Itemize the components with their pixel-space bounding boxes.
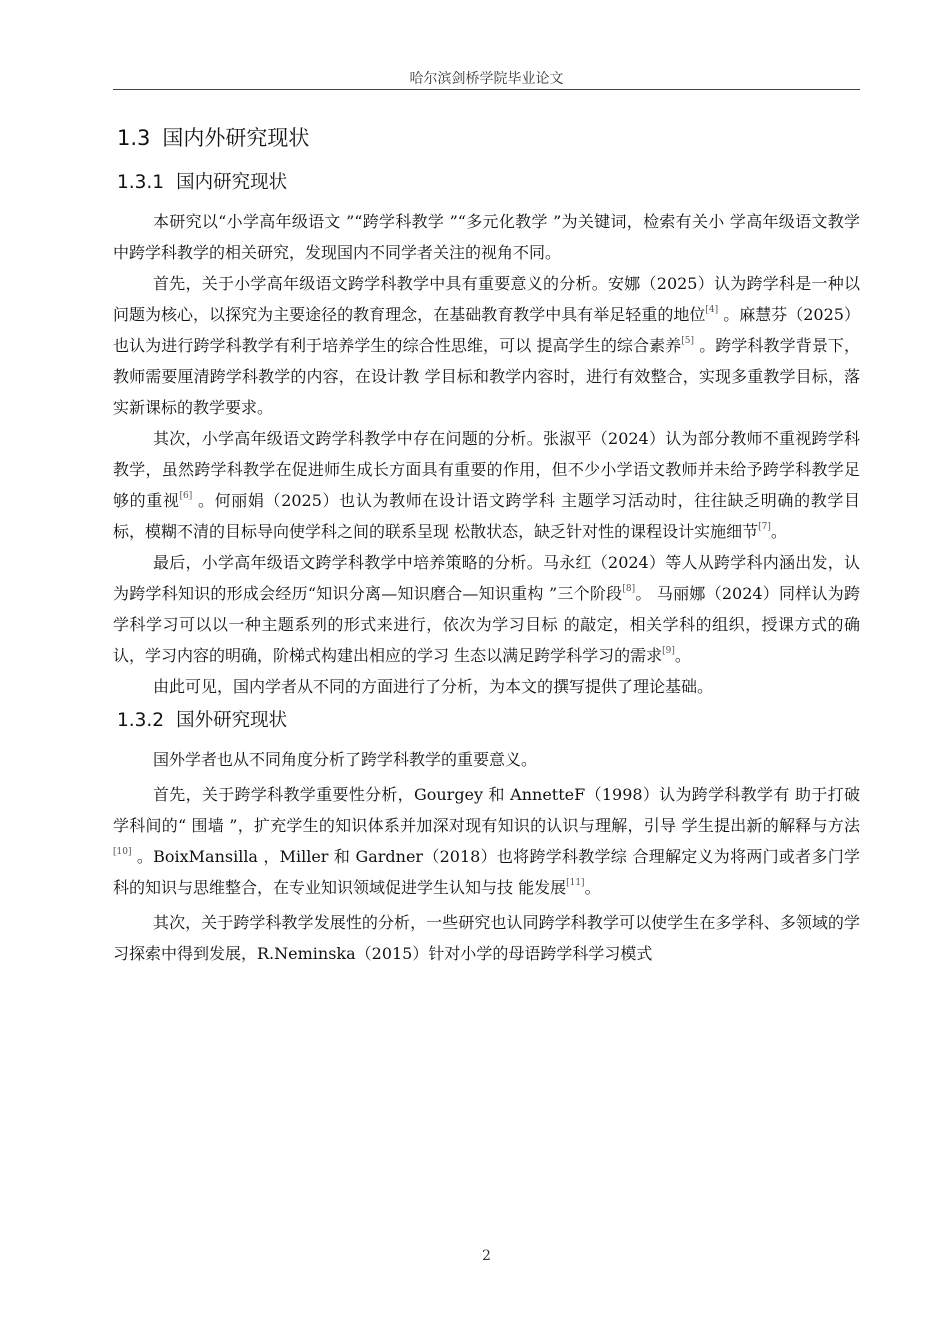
- subsection-heading-foreign: [117, 706, 860, 732]
- header-divider: [113, 89, 860, 90]
- paragraph: 最后，小学高年级语文跨学科教学中培养策略的分析。马永红（2024）等人从跨学科内涵出发，认为跨学科知识的形成会经历“知识分离—知识磨合—知识重构 ”三个阶段[8]。 马丽娜（2024）同样认为跨学科学习可以以一种主题系列的形式来进行，依次为学习目标 的敲定，相关学科的组织，授课方式的确认，学习内容的明确，阶梯式构建出相应的学习 生态以满足跨学科学习的需求[9]。: [113, 553, 860, 665]
- page-body: [113, 122, 860, 969]
- citation: [11]: [566, 878, 585, 888]
- citation: [4]: [705, 305, 719, 315]
- subsection-title: 国外研究现状: [176, 710, 288, 731]
- page-number: 2: [482, 1248, 491, 1264]
- paragraph: 其次，关于跨学科教学发展性的分析，一些研究也认同跨学科教学可以使学生在多学科、多领域的学习探索中得到发展，R.Neminska（2015）针对小学的母语跨学科学习模式: [113, 913, 860, 963]
- subsection-heading-domestic: [117, 168, 860, 194]
- citation: [6]: [179, 491, 193, 501]
- paragraph: 首先，关于小学高年级语文跨学科教学中具有重要意义的分析。安娜（2025）认为跨学科是一种以问题为核心，以探究为主要途径的教育理念，在基础教育教学中具有举足轻重的地位[4] 。麻慧芬（2025）也认为进行跨学科教学有利于培养学生的综合性思维，可以 提高学生的综合素养[5] 。跨学科教学背景下，教师需要厘清跨学科教学的内容，在设计教 学目标和教学内容时，进行有效整合，实现多重教学目标，落实新课标的教学要求。: [113, 274, 861, 417]
- citation: [5]: [681, 336, 695, 346]
- citation: [10]: [113, 847, 132, 857]
- paragraph: 其次，小学高年级语文跨学科教学中存在问题的分析。张淑平（2024）认为部分教师不重视跨学科教学，虽然跨学科教学在促进师生成长方面具有重要的作用，但不少小学语文教师并未给予跨学科教学足够的重视[6] 。何丽娟（2025）也认为教师在设计语文跨学科 主题学习活动时，往往缺乏明确的教学目标，模糊不清的目标导向使学科之间的联系呈现 松散状态，缺乏针对性的课程设计实施细节[7]。: [113, 429, 860, 541]
- paragraph: 本研究以“小学高年级语文 ”“跨学科教学 ”“多元化教学 ”为关键词，检索有关小 学高年级语文教学中跨学科教学的相关研究，发现国内不同学者关注的视角不同。: [113, 212, 860, 262]
- subsection-number: 1.3.1: [117, 172, 165, 193]
- paragraph: 首先，关于跨学科教学重要性分析，Gourgey 和 AnnetteF（1998）认为跨学科教学有 助于打破学科间的“ 围墙 ”，扩充学生的知识体系并加深对现有知识的认识与理解，引导 学生提出新的解释与方法[10] 。BoixMansilla ，Miller 和 Gardner（2018）也将跨学科教学综 合理解定义为将两门或者多门学科的知识与思维整合，在专业知识领域促进学生认知与技 能发展[11]。: [113, 785, 860, 897]
- subsection-number: 1.3.2: [117, 710, 165, 731]
- paragraph: 国外学者也从不同角度分析了跨学科教学的重要意义。: [153, 750, 538, 769]
- section-number: 1.3: [117, 126, 151, 150]
- section-title: 国内外研究现状: [162, 126, 310, 150]
- citation: [8]: [622, 584, 636, 594]
- citation: [9]: [662, 646, 675, 656]
- page-header: 哈尔滨剑桥学院毕业论文: [409, 71, 564, 87]
- paragraph: 由此可见，国内学者从不同的方面进行了分析，为本文的撰写提供了理论基础。: [153, 677, 714, 696]
- citation: [7]: [758, 522, 771, 532]
- subsection-title: 国内研究现状: [176, 172, 288, 193]
- section-heading: [117, 122, 860, 152]
